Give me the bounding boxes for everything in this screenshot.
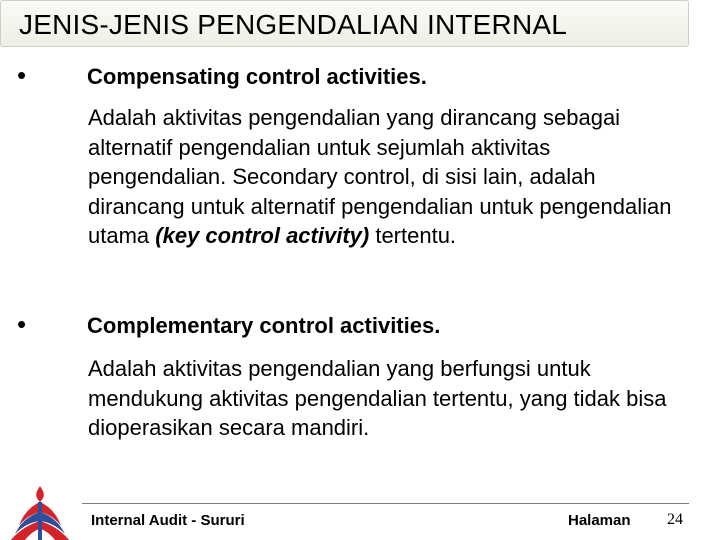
page-number: 24 <box>667 511 683 528</box>
item-2-body: Adalah aktivitas pengendalian yang berfungsi untuk mendukung aktivitas pengendalian tertentu, yang tidak bisa dioperasikan secara mandiri. <box>88 356 667 440</box>
footer-divider <box>82 503 689 504</box>
title-bar <box>0 0 689 47</box>
item-1-body-emph: (key control activity) <box>155 223 370 248</box>
item-1-body-tail: tertentu. <box>369 223 457 248</box>
item-1-body-plain: Adalah aktivitas pengendalian yang dirancang sebagai alternatif pengendalian untuk sejumlah aktivitas pengendalian. Secondary control, di sisi lain, adalah dirancang untuk alternatif pengendalian untuk pengendalian utama <box>88 105 672 248</box>
item-2-heading: Complementary control activities. <box>87 313 441 338</box>
bullet-2: • <box>17 309 27 339</box>
bullet-1: • <box>17 60 27 90</box>
footer-left-text: Internal Audit - Sururi <box>91 512 245 529</box>
logo-icon <box>5 484 75 540</box>
item-1-heading: Compensating control activities. <box>87 64 427 89</box>
item-1-body <box>88 103 688 251</box>
slide-title: JENIS-JENIS PENGENDALIAN INTERNAL <box>19 9 568 40</box>
footer-page-label: Halaman <box>568 512 631 529</box>
